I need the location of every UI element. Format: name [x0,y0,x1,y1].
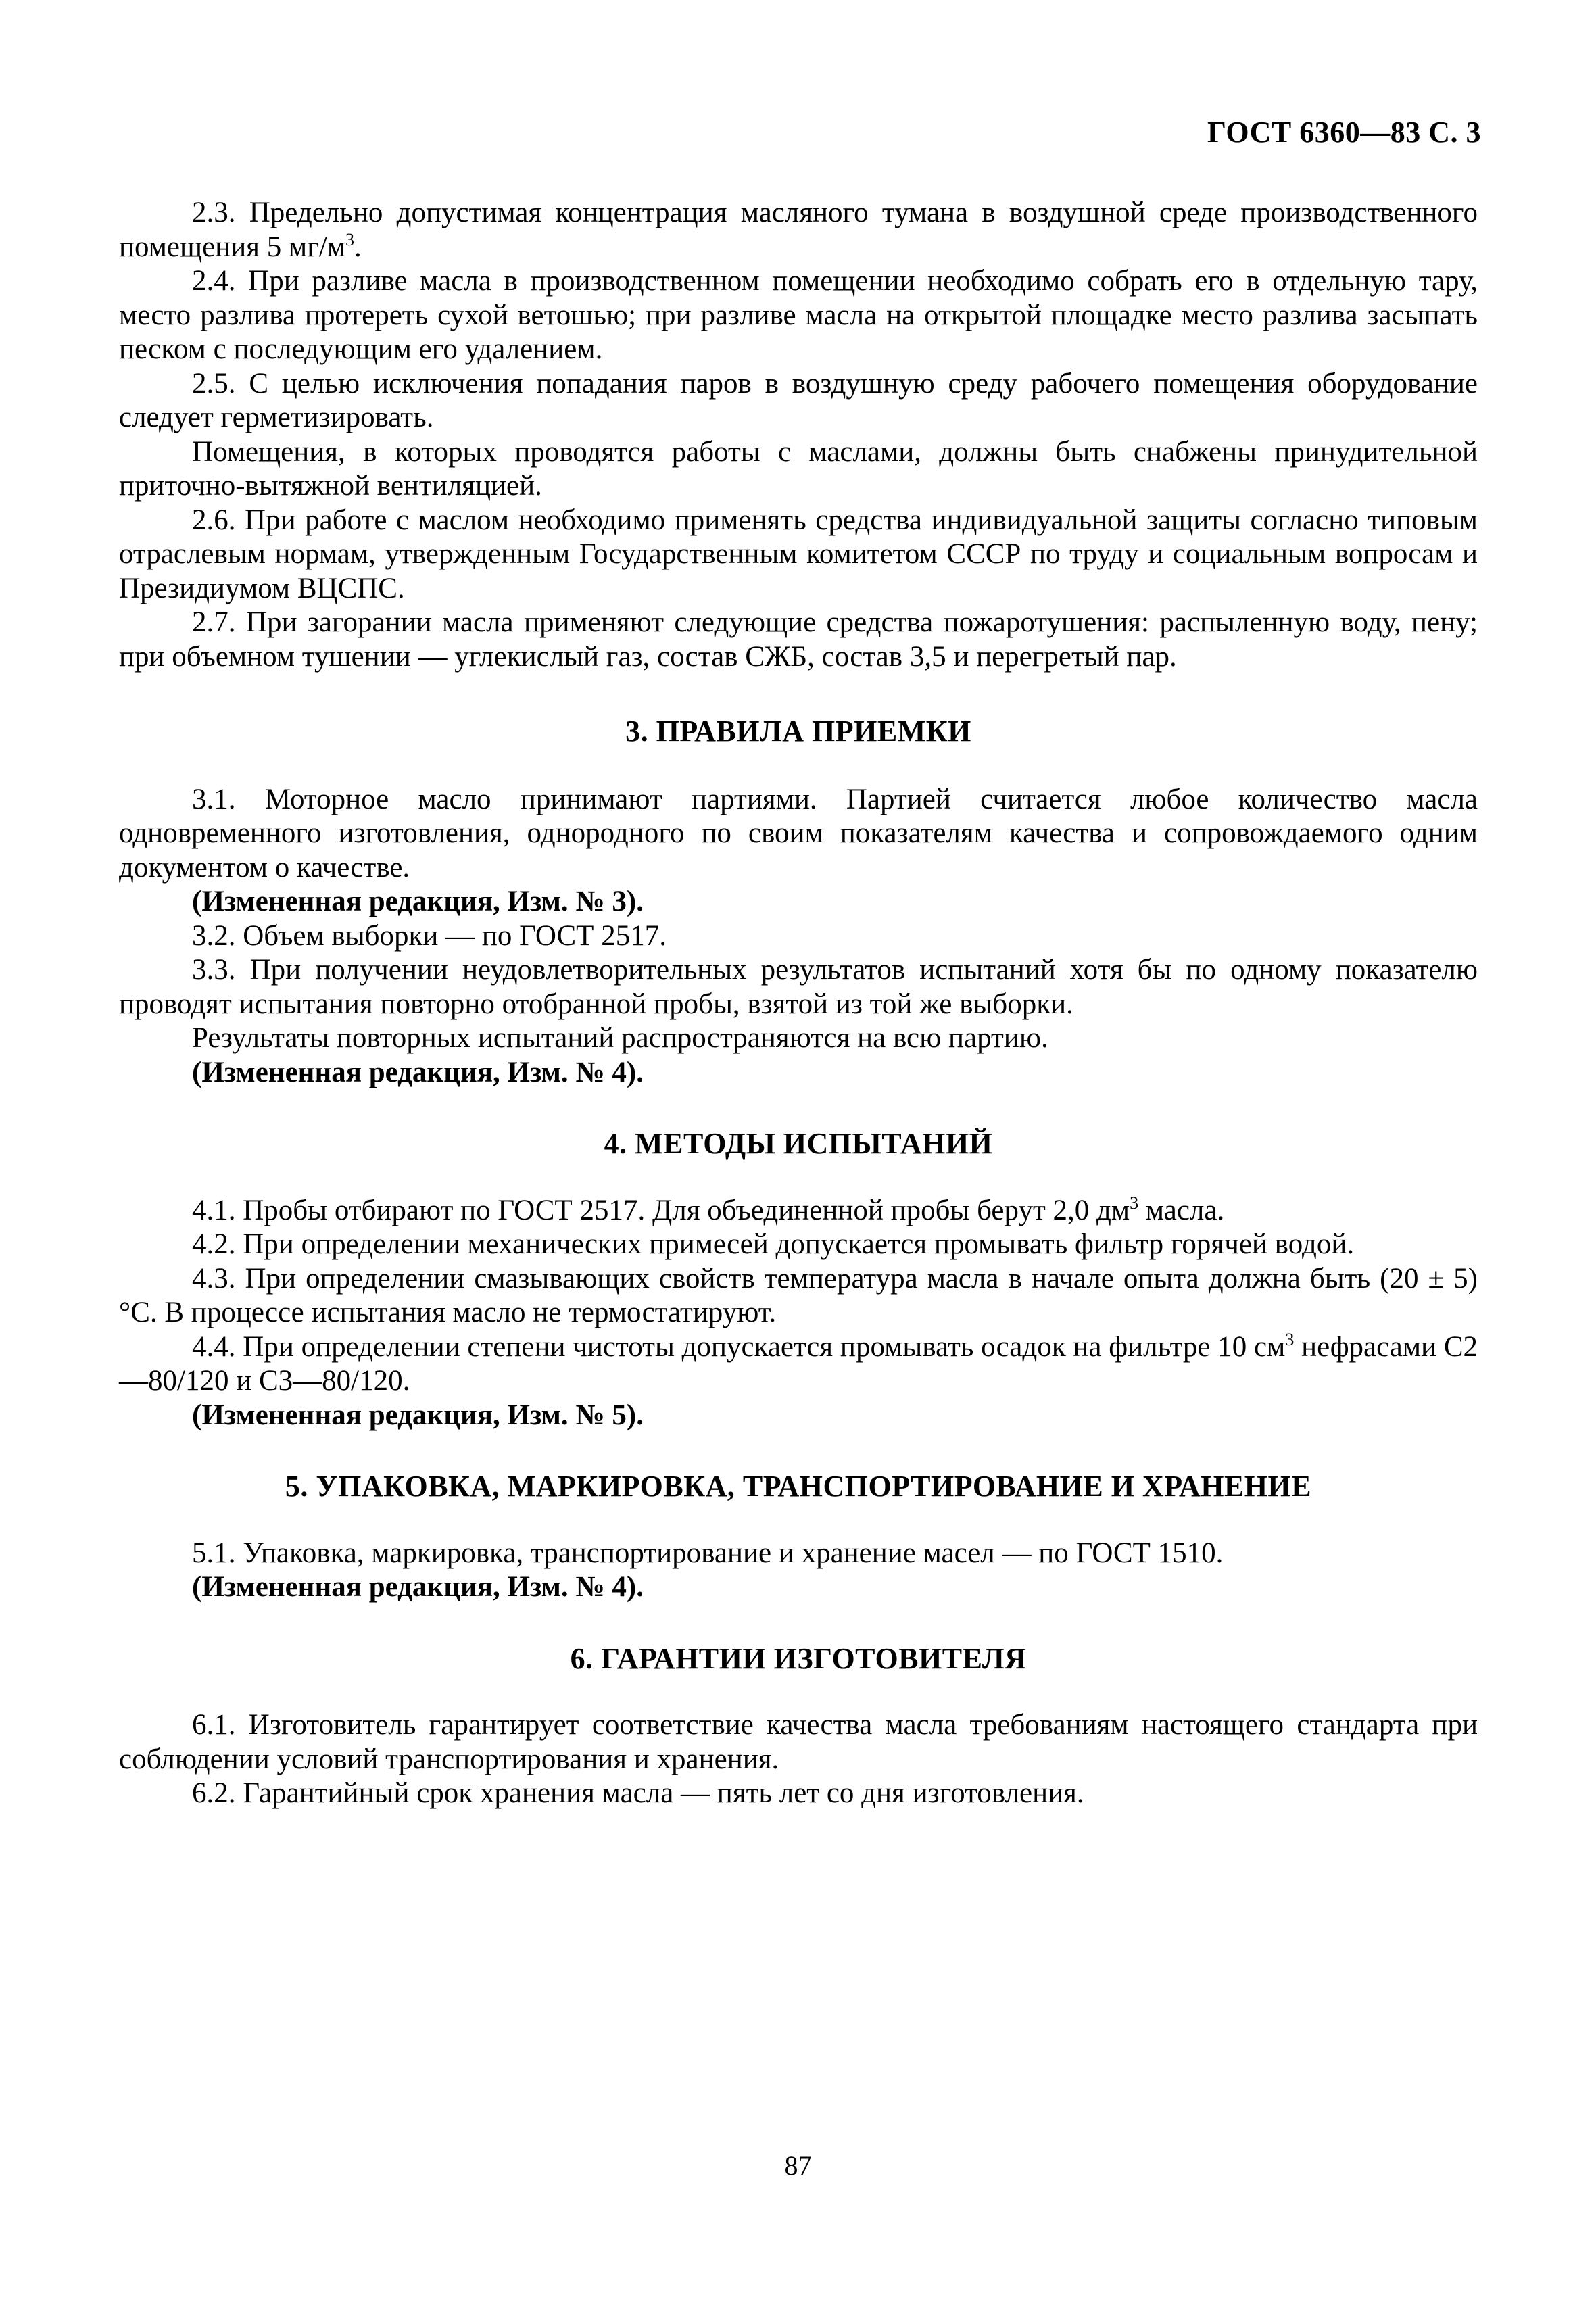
paragraph-2-5: 2.5. С целью исключения попадания паров в воздушную среду рабочего помещения оборудование следует герметизировать. [119,367,1478,433]
paragraph-4-1-end: масла. [1138,1194,1225,1226]
section-6-heading: 6. ГАРАНТИИ ИЗГОТОВИТЕЛЯ [570,1641,1027,1675]
paragraph-2-5-continued: Помещения, в которых проводятся работы с маслами, должны быть снабжены принудительной приточно-вытяжной вентиляцией. [119,435,1478,502]
paragraph-2-3-end: . [354,231,362,263]
paragraph-4-3: 4.3. При определении смазывающих свойств температура масла в начале опыта должна быть (20 ± 5) °С. В процессе испытания масло не термостатируют. [119,1262,1478,1328]
paragraph-2-3 [119,196,1478,264]
paragraph-6-1: 6.1. Изготовитель гарантирует соответствие качества масла требованиям настоящего стандарта при соблюдении условий транспортирования и хранения. [119,1709,1478,1775]
amendment-note: (Измененная редакция, Изм. № 5). [192,1399,644,1431]
page-number: 87 [784,2150,812,2181]
paragraph-2-4: 2.4. При разливе масла в производственном помещении необходимо собрать его в отдельную тару, место разлива протереть сухой ветошью; при разливе масла на открытой площадке место разлива засыпать песком с последующим его удалением. [119,265,1478,365]
paragraph-4-1-text: 4.1. Пробы отбирают по ГОСТ 2517. Для объединенной пробы берут 2,0 дм [192,1194,1130,1226]
paragraph-3-1: 3.1. Моторное масло принимают партиями. Партией считается любое количество масла одновременного изготовления, однородного по своим показателям качества и сопровождаемого одним документом о качестве. [119,783,1478,884]
amendment-note: (Измененная редакция, Изм. № 4). [192,1056,644,1088]
superscript: 3 [1285,1329,1295,1349]
paragraph-3-3: 3.3. При получении неудовлетворительных результатов испытаний хотя бы по одному показателю проводят испытания повторно отобранной пробы, взятой из той же выборки. [119,954,1478,1020]
paragraph-5-1: 5.1. Упаковка, маркировка, транспортирование и хранение масел — по ГОСТ 1510. [192,1537,1224,1569]
section-5-heading: 5. УПАКОВКА, МАРКИРОВКА, ТРАНСПОРТИРОВАНИЕ И ХРАНЕНИЕ [285,1470,1312,1503]
paragraph-4-4-text: 4.4. При определении степени чистоты допускается промывать осадок на фильтре 10 см [192,1330,1286,1363]
paragraph-2-7: 2.7. При загорании масла применяют следующие средства пожаротушения: распыленную воду, пену; при объемном тушении — углекислый газ, состав СЖБ, состав 3,5 и перегретый пар. [119,606,1478,673]
paragraph-2-6: 2.6. При работе с маслом необходимо применять средства индивидуальной защиты согласно типовым отраслевым нормам, утвержденным Государственным комитетом СССР по труду и социальным вопросам и Президиумом ВЦСПС. [119,504,1478,604]
superscript: 3 [1130,1192,1139,1213]
paragraph-6-2: 6.2. Гарантийный срок хранения масла — пять лет со дня изготовления. [192,1777,1084,1809]
running-header: ГОСТ 6360—83 С. 3 [1207,116,1481,149]
paragraph-2-3-text: 2.3. Предельно допустимая концентрация масляного тумана в воздушной среде производственного помещения 5 мг/м [119,197,1478,263]
paragraph-3-3-continued: Результаты повторных испытаний распространяются на всю партию. [192,1022,1048,1054]
superscript: 3 [345,229,354,249]
section-3-heading: 3. ПРАВИЛА ПРИЕМКИ [625,715,971,748]
amendment-note: (Измененная редакция, Изм. № 3). [192,886,644,917]
paragraph-4-2: 4.2. При определении механических примесей допускается промывать фильтр горячей водой. [192,1228,1355,1260]
paragraph-3-2: 3.2. Объем выборки — по ГОСТ 2517. [192,919,667,952]
section-4-heading: 4. МЕТОДЫ ИСПЫТАНИЙ [604,1127,993,1160]
paragraph-4-1 [119,1194,1478,1228]
page-body [119,196,1478,1811]
paragraph-4-4-end: нефрасами С2—80/120 и С3—80/120. [119,1330,1478,1397]
paragraph-4-4 [119,1330,1478,1399]
amendment-note: (Измененная редакция, Изм. № 4). [192,1571,644,1603]
